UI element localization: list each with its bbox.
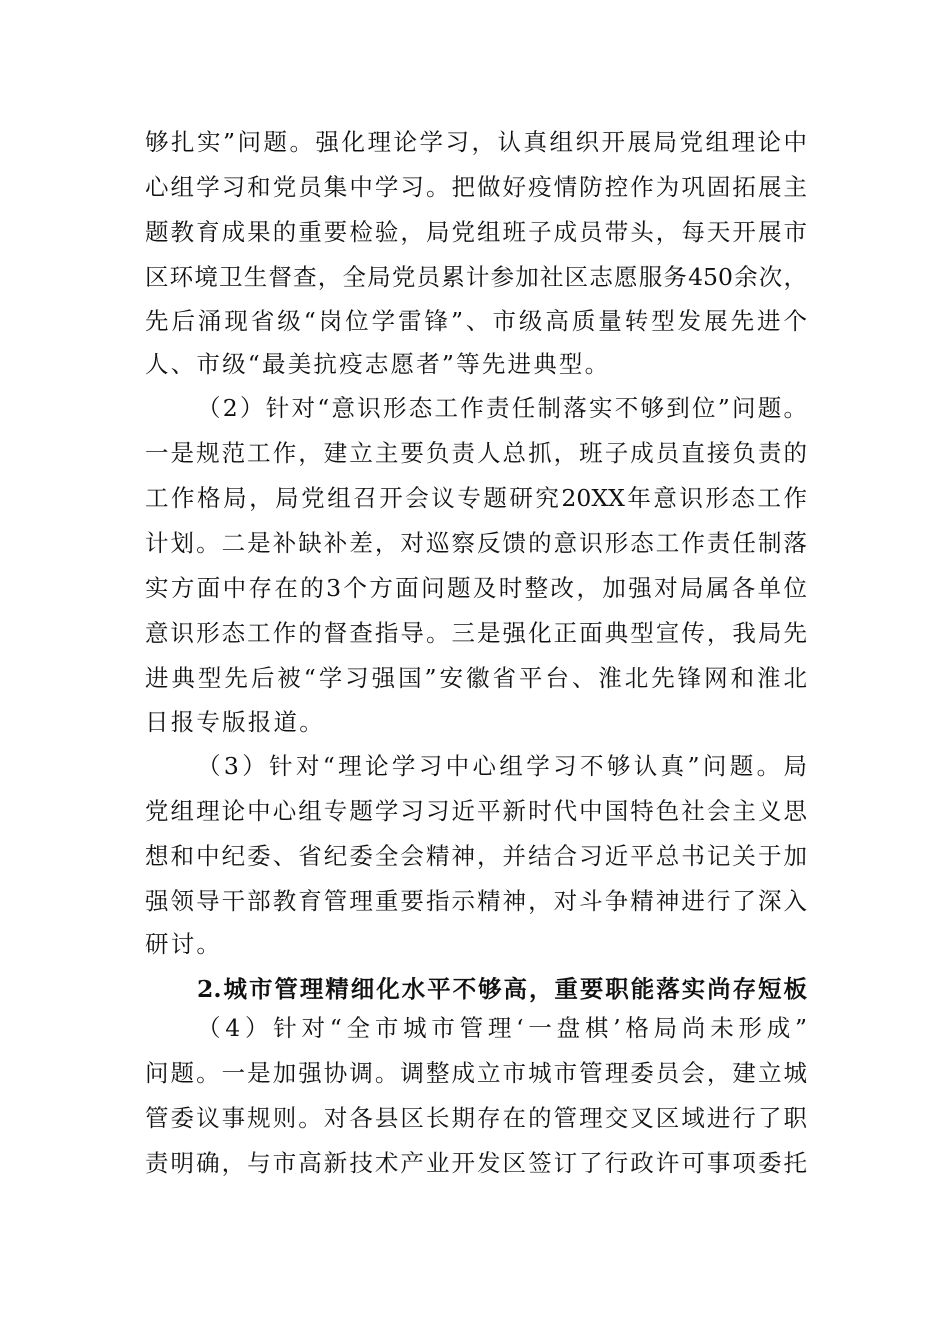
paragraph-2-line-2: 一是规范工作，建立主要负责人总抓，班子成员直接负责的 [145, 439, 807, 467]
paragraph-1-line-5: 先后涌现省级“岗位学雷锋”、市级高质量转型发展先进个 [145, 307, 807, 335]
section-heading-2: 2.城市管理精细化水平不够高，重要职能落实尚存短板 [197, 975, 807, 1003]
paragraph-1-line-2: 心组学习和党员集中学习。把做好疫情防控作为巩固拓展主 [145, 173, 807, 201]
paragraph-3-line-2: 党组理论中心组专题学习习近平新时代中国特色社会主义思 [145, 797, 807, 825]
paragraph-2-line-3: 工作格局，局党组召开会议专题研究20XX年意识形态工作 [145, 484, 807, 512]
paragraph-1-line-1: 够扎实”问题。强化理论学习，认真组织开展局党组理论中 [145, 128, 807, 156]
paragraph-4-line-4: 责明确，与市高新技术产业开发区签订了行政许可事项委托 [145, 1149, 807, 1177]
paragraph-3-line-3: 想和中纪委、省纪委全会精神，并结合习近平总书记关于加 [145, 842, 807, 870]
paragraph-1-line-3: 题教育成果的重要检验，局党组班子成员带头，每天开展市 [145, 218, 807, 246]
paragraph-3-line-4: 强领导干部教育管理重要指示精神，对斗争精神进行了深入 [145, 887, 807, 915]
paragraph-3-line-1: （3）针对“理论学习中心组学习不够认真”问题。局 [197, 752, 807, 780]
paragraph-2-line-4: 计划。二是补缺补差，对巡察反馈的意识形态工作责任制落 [145, 529, 807, 557]
paragraph-4-line-3: 管委议事规则。对各县区长期存在的管理交叉区域进行了职 [145, 1104, 807, 1132]
paragraph-2-line-6: 意识形态工作的督查指导。三是强化正面典型宣传，我局先 [145, 619, 807, 647]
paragraph-2-line-5: 实方面中存在的3个方面问题及时整改，加强对局属各单位 [145, 574, 807, 602]
paragraph-1-line-6: 人、市级“最美抗疫志愿者”等先进典型。 [145, 350, 611, 378]
paragraph-2-line-7: 进典型先后被“学习强国”安徽省平台、淮北先锋网和淮北 [145, 664, 807, 692]
paragraph-4-line-2: 问题。一是加强协调。调整成立市城市管理委员会，建立城 [145, 1059, 807, 1087]
paragraph-3-line-5: 研讨。 [145, 930, 223, 958]
paragraph-4-line-1: （4）针对“全市城市管理‘一盘棋’格局尚未形成” [197, 1014, 807, 1042]
paragraph-2-line-8: 日报专版报道。 [145, 708, 325, 736]
paragraph-1-line-4: 区环境卫生督查，全局党员累计参加社区志愿服务450余次， [145, 263, 807, 291]
paragraph-2-line-1: （2）针对“意识形态工作责任制落实不够到位”问题。 [197, 394, 807, 422]
